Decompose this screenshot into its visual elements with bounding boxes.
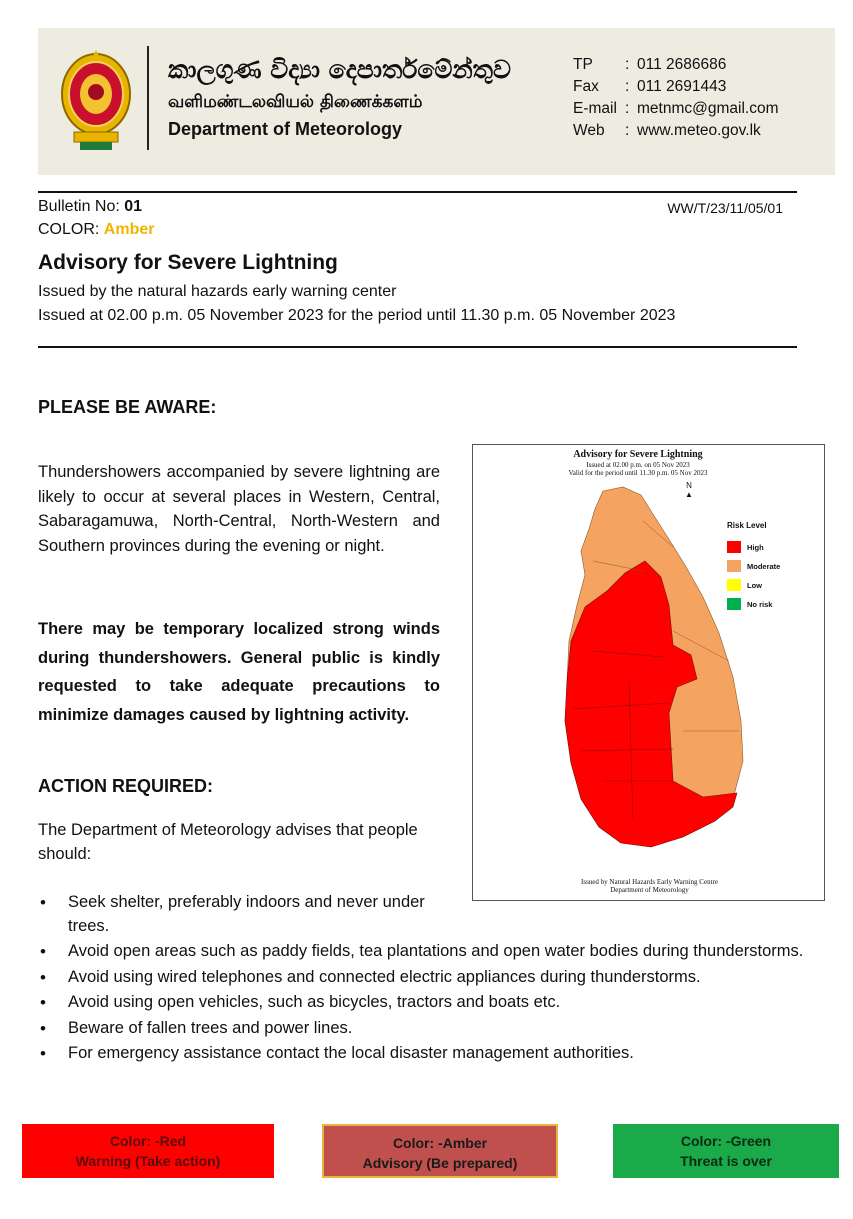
legend-item-moderate	[727, 560, 780, 572]
action-list	[38, 891, 818, 1068]
color-value: Amber	[103, 221, 155, 238]
legend-item-high	[727, 541, 764, 553]
legend-swatch	[727, 598, 741, 610]
bulletin-reference: WW/T/23/11/05/01	[667, 200, 783, 216]
legend-swatch	[727, 560, 741, 572]
fax-number: 011 2691443	[637, 78, 727, 95]
sri-lanka-emblem-icon	[58, 46, 134, 154]
color-box-red	[22, 1124, 274, 1178]
website-link[interactable]: www.meteo.gov.lk	[637, 122, 761, 139]
header-divider	[147, 46, 149, 150]
contact-block	[573, 54, 778, 142]
dept-name-sinhala: කාලගුණ විද්‍යා දෙපාර්තමේන්තුව	[168, 55, 511, 84]
contact-row-fax: Fax : 011 2691443	[573, 76, 778, 98]
action-intro: The Department of Meteorology advises that people should:	[38, 821, 418, 863]
bulletin-number	[38, 198, 142, 216]
contact-label: Fax	[573, 78, 599, 95]
map-valid: Valid for the period until 11.30 p.m. 05 Nov 2023	[568, 469, 708, 477]
phone-number: 011 2686686	[637, 56, 727, 73]
red-meaning: Warning (Take action)	[75, 1153, 221, 1169]
list-item: • Avoid open areas such as paddy fields, tea plantations and open water bodies during thunderstorms.	[38, 940, 818, 964]
contact-row-web: Web : www.meteo.gov.lk	[573, 120, 778, 142]
map-issuer: Issued by Natural Hazards Early Warning Centre	[581, 878, 718, 886]
bulletin-value: 01	[124, 198, 143, 215]
dept-name-tamil: வளிமண்டலவியல் திணைக்களம்	[168, 92, 423, 112]
list-item: • Avoid using open vehicles, such as bicycles, tractors and boats etc.	[38, 991, 818, 1015]
color-box-green	[613, 1124, 839, 1178]
bottom-rule	[38, 346, 797, 348]
legend-swatch	[727, 541, 741, 553]
amber-color-label: Color: -Amber	[392, 1135, 488, 1151]
legend-swatch	[727, 579, 741, 591]
contact-row-tp: TP : 011 2686686	[573, 54, 778, 76]
color-label: COLOR:	[38, 221, 104, 238]
header-band	[38, 28, 835, 175]
color-box-amber	[322, 1124, 558, 1178]
contact-label: Web	[573, 122, 605, 139]
list-item: • Avoid using wired telephones and connected electric appliances during thunderstorms.	[38, 966, 818, 990]
sri-lanka-map	[533, 481, 753, 871]
action-heading: ACTION REQUIRED:	[38, 776, 213, 796]
green-meaning: Threat is over	[680, 1153, 772, 1169]
contact-row-email: E-mail : metnmc@gmail.com	[573, 98, 778, 120]
issued-by: Issued by the natural hazards early warning center	[38, 283, 397, 300]
list-item: • Seek shelter, preferably indoors and never under trees.	[38, 891, 458, 938]
list-item: • For emergency assistance contact the local disaster management authorities.	[38, 1042, 818, 1066]
legend-label: Moderate	[747, 561, 781, 571]
legend-label: Low	[747, 580, 762, 590]
legend-title: Risk Level	[727, 521, 767, 530]
north-arrow-icon: N ▲	[685, 481, 693, 499]
bulletin-color	[38, 221, 154, 239]
map-title: Advisory for Severe Lightning	[573, 449, 703, 460]
legend-item-no-risk	[727, 598, 772, 610]
issued-at: Issued at 02.00 p.m. 05 November 2023 for the period until 11.30 p.m. 05 November 2023	[38, 307, 676, 324]
legend-label: No risk	[747, 599, 773, 609]
top-rule	[38, 191, 797, 193]
amber-meaning: Advisory (Be prepared)	[362, 1155, 518, 1171]
north-label: N	[686, 481, 692, 490]
red-color-label: Color: -Red	[109, 1133, 187, 1149]
bulletin-label: Bulletin No:	[38, 198, 125, 215]
map-issued: Issued at 02.00 p.m. on 05 Nov 2023	[586, 461, 690, 469]
legend-label: High	[747, 542, 764, 552]
legend-item-low	[727, 579, 762, 591]
advisory-title: Advisory for Severe Lightning	[38, 251, 338, 274]
warning-paragraph: There may be temporary localized strong winds during thundershowers. General public is kindly requested to take adequate precautions to minimize damages caused by lightning activity.	[38, 620, 440, 724]
aware-paragraph: Thundershowers accompanied by severe lightning are likely to occur at several places in Western, Central, Sabaragamuwa, North-Central, North-Western and Southern provinces during the evening or night.	[38, 463, 440, 555]
contact-label: TP	[573, 56, 593, 73]
risk-map	[472, 444, 825, 901]
aware-heading: PLEASE BE AWARE:	[38, 397, 217, 417]
email-link[interactable]: metnmc@gmail.com	[637, 100, 779, 117]
contact-label: E-mail	[573, 100, 617, 117]
map-department: Department of Meteorology	[610, 886, 689, 894]
green-color-label: Color: -Green	[680, 1133, 772, 1149]
dept-name-english: Department of Meteorology	[168, 119, 403, 139]
list-item: • Beware of fallen trees and power lines.	[38, 1017, 818, 1041]
